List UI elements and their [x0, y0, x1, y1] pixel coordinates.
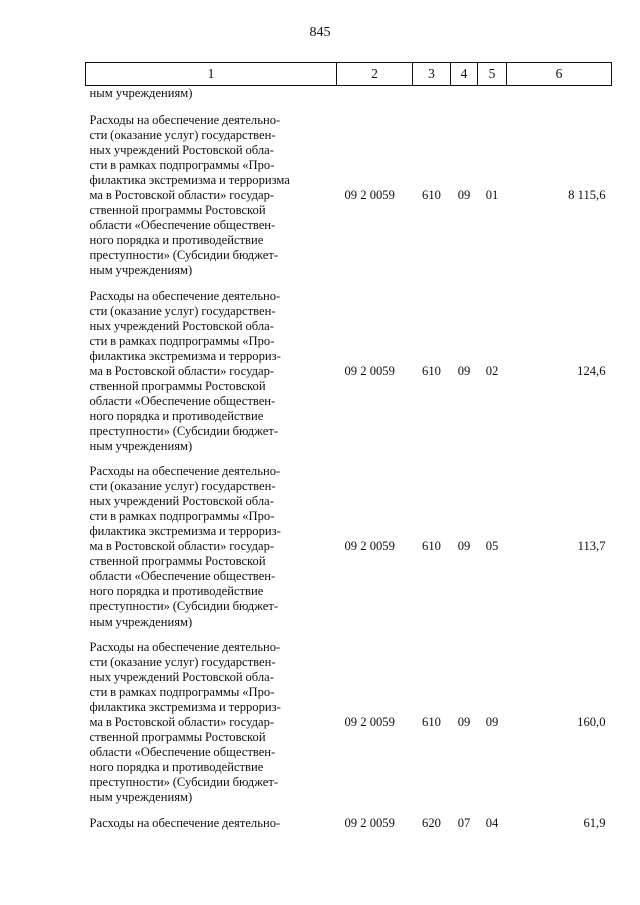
- row-amount: 124,6: [577, 363, 606, 378]
- continuation-row: [86, 86, 612, 104]
- row-description: [86, 289, 337, 455]
- row-expense-group: 610: [422, 714, 441, 729]
- row-expense-group: 610: [422, 363, 441, 378]
- description-line: преступности» (Субсидии бюджет-: [89, 248, 279, 263]
- row-code: 09 2 0059: [344, 188, 395, 203]
- row-amount: 8 115,6: [568, 188, 606, 203]
- row-section: 09: [457, 539, 471, 554]
- budget-table: [85, 62, 612, 832]
- description-line: ственной программы Ростовской: [89, 203, 266, 218]
- description-line: ма в Ростовской области» государ-: [89, 363, 275, 378]
- description-line: области «Обеспечение обществен-: [89, 744, 276, 759]
- row-expense-group: 610: [422, 188, 441, 203]
- description-line: сти (оказание услуг) государствен-: [89, 128, 276, 143]
- description-line: ным учреждениям): [89, 438, 193, 453]
- description-line: ма в Ростовской области» государ-: [89, 188, 275, 203]
- description-line: Расходы на обеспечение деятельно-: [89, 288, 281, 303]
- header-col-4: 4: [451, 63, 478, 86]
- description-line: сти (оказание услуг) государствен-: [89, 654, 276, 669]
- header-col-1: 1: [86, 63, 337, 86]
- header-col-2: 2: [337, 63, 413, 86]
- row-subsection: 09: [485, 714, 499, 729]
- table-row: [86, 113, 612, 279]
- row-expense-group: 610: [422, 539, 441, 554]
- description-line: сти в рамках подпрограммы «Про-: [89, 333, 275, 348]
- row-subsection: 05: [485, 539, 499, 554]
- description-line: Расходы на обеспечение деятельно-: [89, 639, 281, 654]
- description-line: Расходы на обеспечение деятельно-: [89, 464, 281, 479]
- description-line: ного порядка и противодействие: [89, 233, 264, 248]
- description-line: филактика экстремизма и террориз-: [89, 699, 281, 714]
- row-description: [86, 464, 337, 630]
- description-line: филактика экстремизма и террориз-: [89, 348, 281, 363]
- table-header: [86, 63, 612, 86]
- description-line: филактика экстремизма и террориз-: [89, 524, 281, 539]
- row-amount: 113,7: [577, 539, 606, 554]
- header-col-6: 6: [507, 63, 612, 86]
- header-col-5: 5: [478, 63, 507, 86]
- description-line: ма в Ростовской области» государ-: [89, 714, 275, 729]
- row-description: [86, 815, 337, 832]
- row-subsection: 02: [485, 363, 499, 378]
- description-line: сти в рамках подпрограммы «Про-: [89, 509, 275, 524]
- row-expense-group: 620: [422, 816, 441, 831]
- description-line: Расходы на обеспечение деятельно-: [89, 816, 281, 831]
- description-line: ным учреждениям): [89, 263, 193, 278]
- description-line: ственной программы Ростовской: [89, 729, 266, 744]
- row-description: [86, 640, 337, 806]
- table-row: [86, 815, 612, 832]
- row-code: 09 2 0059: [344, 539, 395, 554]
- row-subsection: 04: [485, 816, 499, 831]
- description-line: ственной программы Ростовской: [89, 554, 266, 569]
- description-line: сти в рамках подпрограммы «Про-: [89, 158, 275, 173]
- description-line: ного порядка и противодействие: [89, 408, 264, 423]
- continuation-text: ным учреждениям): [89, 86, 193, 100]
- row-description: [86, 113, 337, 279]
- description-line: сти (оказание услуг) государствен-: [89, 303, 276, 318]
- description-line: ственной программы Ростовской: [89, 378, 266, 393]
- table-body: [86, 113, 612, 832]
- row-amount: 61,9: [583, 816, 606, 831]
- continuation-block: [86, 86, 612, 114]
- description-line: ным учреждениям): [89, 790, 193, 805]
- description-line: области «Обеспечение обществен-: [89, 393, 276, 408]
- description-line: ных учреждений Ростовской обла-: [89, 143, 274, 158]
- description-line: преступности» (Субсидии бюджет-: [89, 599, 279, 614]
- description-line: ных учреждений Ростовской обла-: [89, 669, 274, 684]
- row-amount: 160,0: [577, 714, 606, 729]
- description-line: области «Обеспечение обществен-: [89, 218, 276, 233]
- row-section: 07: [457, 816, 471, 831]
- row-code: 09 2 0059: [344, 363, 395, 378]
- row-section: 09: [457, 714, 471, 729]
- description-line: области «Обеспечение обществен-: [89, 569, 276, 584]
- table-row: [86, 289, 612, 455]
- description-line: ных учреждений Ростовской обла-: [89, 318, 274, 333]
- row-section: 09: [457, 363, 471, 378]
- row-code: 09 2 0059: [344, 816, 395, 831]
- description-line: ного порядка и противодействие: [89, 584, 264, 599]
- header-col-3: 3: [413, 63, 451, 86]
- description-line: ных учреждений Ростовской обла-: [89, 494, 274, 509]
- description-line: сти в рамках подпрограммы «Про-: [89, 684, 275, 699]
- description-line: ным учреждениям): [89, 614, 193, 629]
- row-section: 09: [457, 188, 471, 203]
- description-line: преступности» (Субсидии бюджет-: [89, 423, 279, 438]
- table-row: [86, 640, 612, 806]
- description-line: ного порядка и противодействие: [89, 759, 264, 774]
- description-line: филактика экстремизма и терроризма: [89, 173, 290, 188]
- header-row: [86, 63, 612, 86]
- table-row: [86, 464, 612, 630]
- description-line: сти (оказание услуг) государствен-: [89, 479, 276, 494]
- page-number: 845: [309, 25, 331, 40]
- description-line: Расходы на обеспечение деятельно-: [89, 113, 281, 127]
- row-code: 09 2 0059: [344, 714, 395, 729]
- description-line: преступности» (Субсидии бюджет-: [89, 774, 279, 789]
- description-line: ма в Ростовской области» государ-: [89, 539, 275, 554]
- row-subsection: 01: [485, 188, 499, 203]
